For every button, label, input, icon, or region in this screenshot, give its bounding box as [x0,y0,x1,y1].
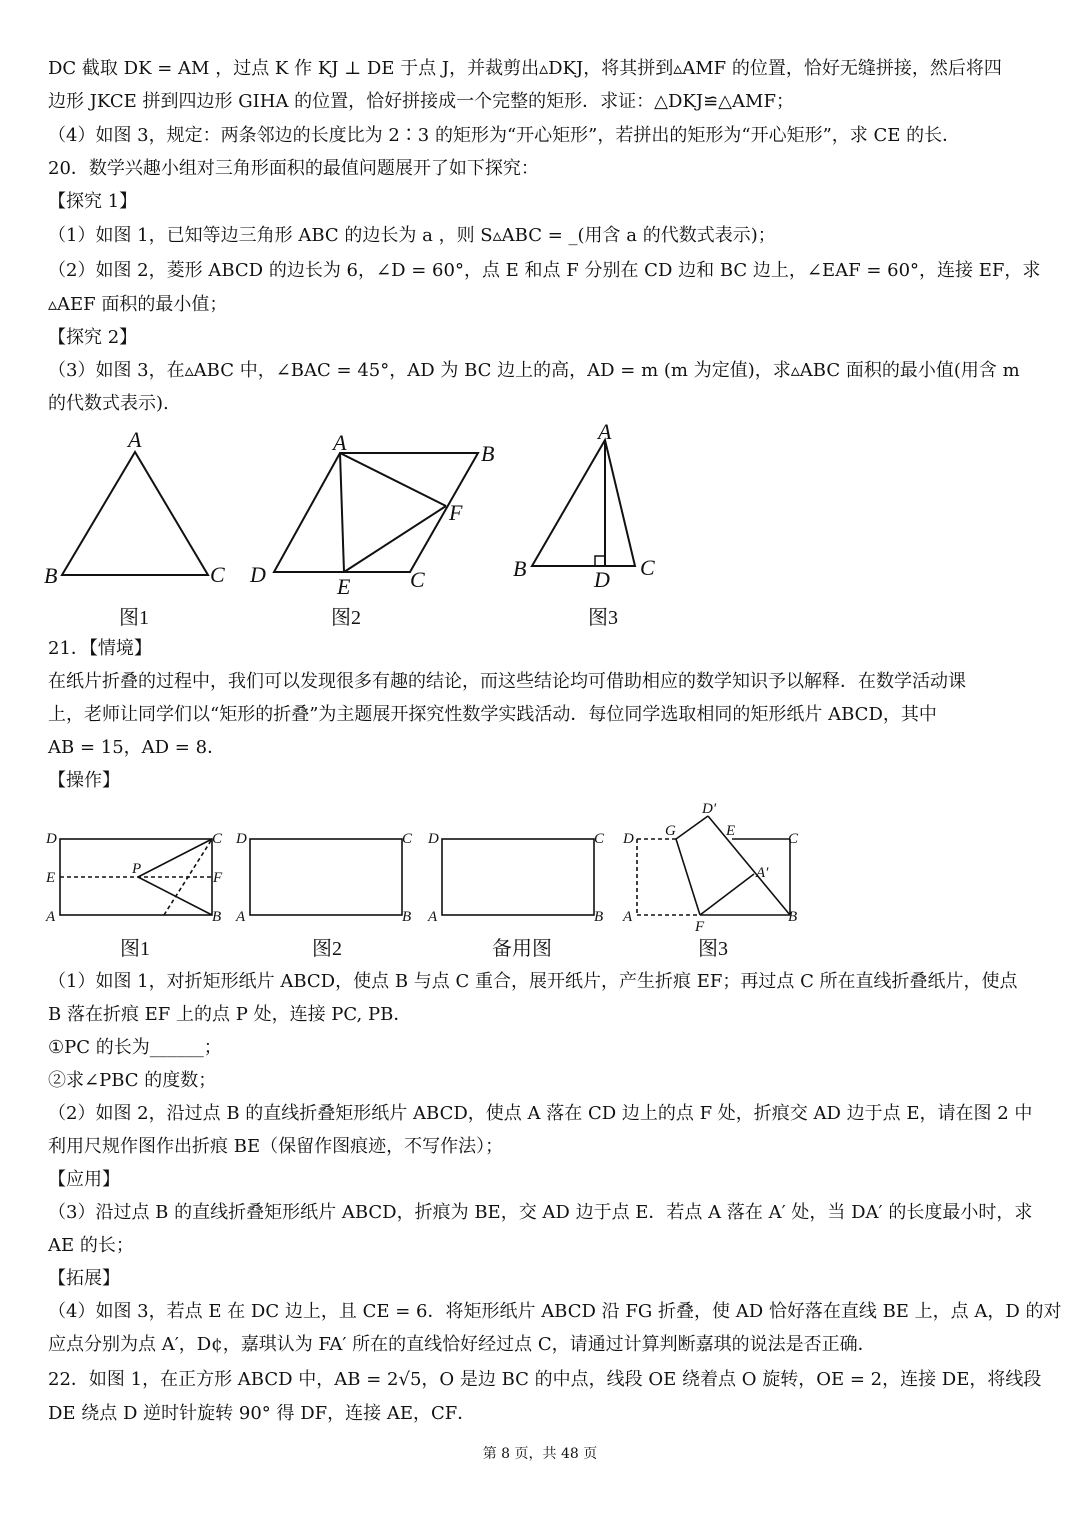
crease-FG [676,839,700,915]
label-F: F [449,500,463,525]
equilateral-triangle [62,452,208,575]
segment-AF [340,453,446,506]
segment-AE [340,453,344,572]
text-line: DC 截取 DK = AM ，过点 K 作 KJ ⊥ DE 于点 J，并裁剪出▵DKJ，将其拼到▵AMF 的位置，恰好无缝拼接，然后将四 [48,58,1002,79]
figure-caption: 图3 [588,607,618,629]
text-line: B 落在折痕 EF 上的点 P 处，连接 PC, PB． [48,1004,412,1025]
figure-caption: 备用图 [492,938,552,960]
text-line: （1）如图 1，对折矩形纸片 ABCD，使点 B 与点 C 重合，展开纸片，产生折痕 EF；再过点 C 所在直线折叠纸片，使点 [48,971,1018,992]
text-line: 利用尺规作图作出折痕 BE（保留作图痕迹，不写作法）； [48,1136,504,1157]
section-heading: 【应用】 [48,1169,120,1190]
label-G: G [665,823,676,839]
rectangle-abcd [442,839,594,915]
label-C: C [594,831,605,847]
question-21-heading: 21．【情境】 [48,638,152,659]
text-line: DE 绕点 D 逆时针旋转 90° 得 DF，连接 AE，CF． [48,1403,476,1424]
text-line: 应点分别为点 A′，D¢，嘉琪认为 FA′ 所在的直线恰好经过点 C，请通过计算判断嘉琪的说法是否正确． [48,1334,876,1355]
figure-caption: 图1 [120,938,150,960]
figure-caption: 图2 [312,938,342,960]
text-line: （4）如图 3，规定：两条邻边的长度比为 2∶3 的矩形为“开心矩形”，若拼出的矩形为“开心矩形”，求 CE 的长． [48,125,961,146]
label-A: A [428,909,438,925]
label-B: B [788,909,798,925]
label-E: E [726,823,736,839]
label-D: D [250,562,266,587]
page-footer: 第 8 页，共 48 页 [482,1446,598,1462]
text-line: （3）如图 3，在▵ABC 中，∠BAC = 45°，AD 为 BC 边上的高，AD = m (m 为定值)，求▵ABC 面积的最小值(用含 m [48,360,1020,381]
section-heading: 【拓展】 [48,1268,120,1289]
label-D: D [428,831,439,847]
label-F: F [695,919,705,935]
section-heading: 【操作】 [48,770,120,791]
label-A-prime: A′ [756,865,769,881]
label-A: A [598,420,612,444]
question-22-heading: 22．如图 1，在正方形 ABCD 中，AB = 2√5，O 是边 BC 的中点，线段 OE 绕着点 O 旋转，OE = 2，连接 DE，将线段 [48,1369,1042,1390]
label-C: C [788,831,799,847]
label-C: C [212,831,223,847]
text-line: （2）如图 2，沿过点 B 的直线折叠矩形纸片 ABCD，使点 A 落在 CD 边上的点 F 处，折痕交 AD 边于点 E，请在图 2 中 [48,1103,1033,1124]
label-A: A [128,427,142,452]
label-D-prime: D′ [702,801,717,817]
text-line: 边形 JKCE 拼到四边形 GIHA 的位置，恰好拼接成一个完整的矩形．求证：△DKJ≌△AMF； [48,91,794,112]
figure-caption: 图1 [119,607,149,629]
label-C: C [210,562,225,587]
label-F: F [213,870,223,886]
label-C: C [410,567,425,592]
label-C: C [640,555,655,580]
segment-EF [344,506,446,572]
label-A: A [46,909,56,925]
text-line: AB = 15，AD = 8． [48,737,226,758]
text-line: AE 的长； [48,1235,134,1256]
text-line: 在纸片折叠的过程中，我们可以发现很多有趣的结论，而这些结论均可借助相应的数学知识予以解释．在数学活动课 [48,671,966,692]
figure-caption: 图2 [331,607,361,629]
label-B: B [594,909,604,925]
q20-figures [30,420,710,640]
label-D: D [623,831,634,847]
label-B: B [44,563,58,588]
triangle-abc [532,440,635,566]
label-E: E [46,870,56,886]
text-line: ②求∠PBC 的度数； [48,1070,217,1091]
text-line: 的代数式表示). [48,393,169,414]
section-heading: 【探究 2】 [48,327,138,348]
text-line: ①PC 的长为______； [48,1037,222,1058]
segment-FA [700,874,754,915]
section-heading: 【探究 1】 [48,191,138,212]
segment-PC [138,839,212,877]
label-B: B [481,441,495,466]
segment-GD [676,816,708,839]
text-line: （1）如图 1，已知等边三角形 ABC 的边长为 a ，则 S▵ABC = _(用含 a 的代数式表示)； [48,225,776,246]
text-line: （2）如图 2，菱形 ABCD 的边长为 6，∠D = 60°，点 E 和点 F 分别在 CD 边和 BC 边上，∠EAF = 60°，连接 EF，求 [48,260,1041,281]
label-B: B [402,909,412,925]
label-D: D [594,567,610,592]
segment-PB [138,877,212,915]
text-line: ▵AEF 面积的最小值； [48,294,228,315]
label-B: B [513,556,527,581]
label-A: A [623,909,633,925]
right-angle-mark [595,556,605,566]
label-A: A [333,430,347,455]
label-D: D [236,831,247,847]
label-D: D [46,831,57,847]
text-line: 上，老师让同学们以“矩形的折叠”为主题展开探究性数学实践活动．每位同学选取相同的矩形纸片 ABCD，其中 [48,704,937,725]
text-line: （4）如图 3，若点 E 在 DC 边上，且 CE = 6．将矩形纸片 ABCD 沿 FG 折叠，使 AD 恰好落在直线 BE 上，点 A，D 的对 [48,1301,1062,1322]
question-20-heading: 20．数学兴趣小组对三角形面积的最值问题展开了如下探究： [48,158,539,179]
text-line: （3）沿过点 B 的直线折叠矩形纸片 ABCD，折痕为 BE，交 AD 边于点 E．若点 A 落在 A′ 处，当 DA′ 的长度最小时，求 [48,1202,1033,1223]
label-E: E [337,574,351,599]
figure-caption: 图3 [698,938,728,960]
label-P: P [132,861,142,877]
label-C: C [402,831,413,847]
label-A: A [236,909,246,925]
fold-line [164,839,212,915]
rectangle-abcd [250,839,402,915]
label-B: B [212,909,222,925]
q21-figures [40,795,820,965]
